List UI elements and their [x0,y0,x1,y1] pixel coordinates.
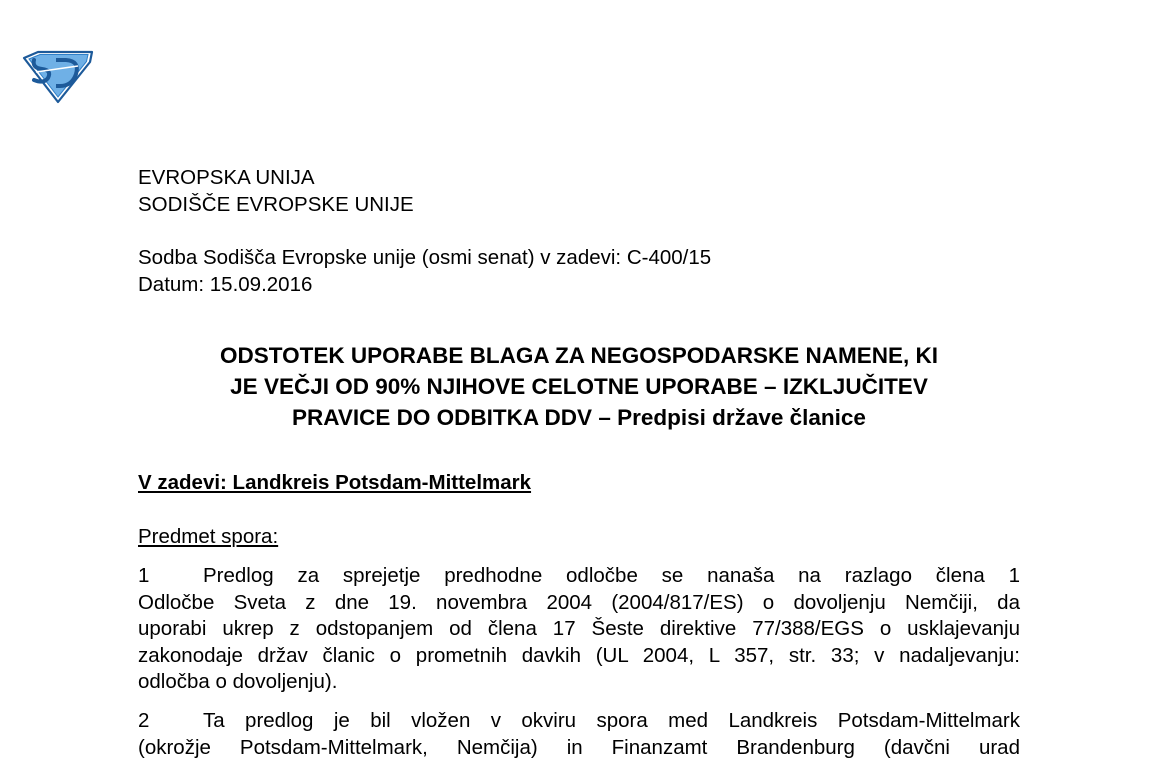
case-date: Datum: 15.09.2016 [138,273,313,296]
court-logo-icon [20,48,96,104]
title-line-2: JE VEČJI OD 90% NJIHOVE CELOTNE UPORABE – IZKLJUČITEV [230,374,928,399]
paragraph-number: 2 [138,709,150,732]
paragraph-2: 2 Ta predlog je bil vložen v okviru spora med Landkreis Potsdam-Mittelmark (okrožje Potsdam-Mittelmark, Nemčija) in Finanzamt Brandenburg (davčni urad [138,709,1020,759]
title-line-1: ODSTOTEK UPORABE BLAGA ZA NEGOSPODARSKE NAMENE, KI [220,343,938,368]
paragraph-number: 1 [138,564,150,587]
paragraph-1: 1 Predlog za sprejetje predhodne odločbe se nanaša na razlago člena 1 Odločbe Sveta z dne 19. novembra 2004 (2004/817/ES) o dovoljenju Nemčiji, da uporabi ukrep z odstopanjem od člena 17 Šeste direktive 77/388/EGS o usklajevanju zakonodaje držav članic o prometnih davkih (UL 2004, L 357, str. 33; v nadaljevanju: odločba o dovoljenju). [138,564,1020,693]
header-court: SODIŠČE EVROPSKE UNIJE [138,193,414,216]
header-eu: EVROPSKA UNIJA [138,166,315,189]
case-reference: Sodba Sodišča Evropske unije (osmi senat) v zadevi: C-400/15 [138,246,712,269]
document-title [120,340,1038,433]
subject-heading: V zadevi: Landkreis Potsdam-Mittelmark [138,471,532,494]
title-line-3: PRAVICE DO ODBITKA DDV – Predpisi države članice [292,405,866,430]
predmet-spora-label: Predmet spora: [138,525,279,548]
